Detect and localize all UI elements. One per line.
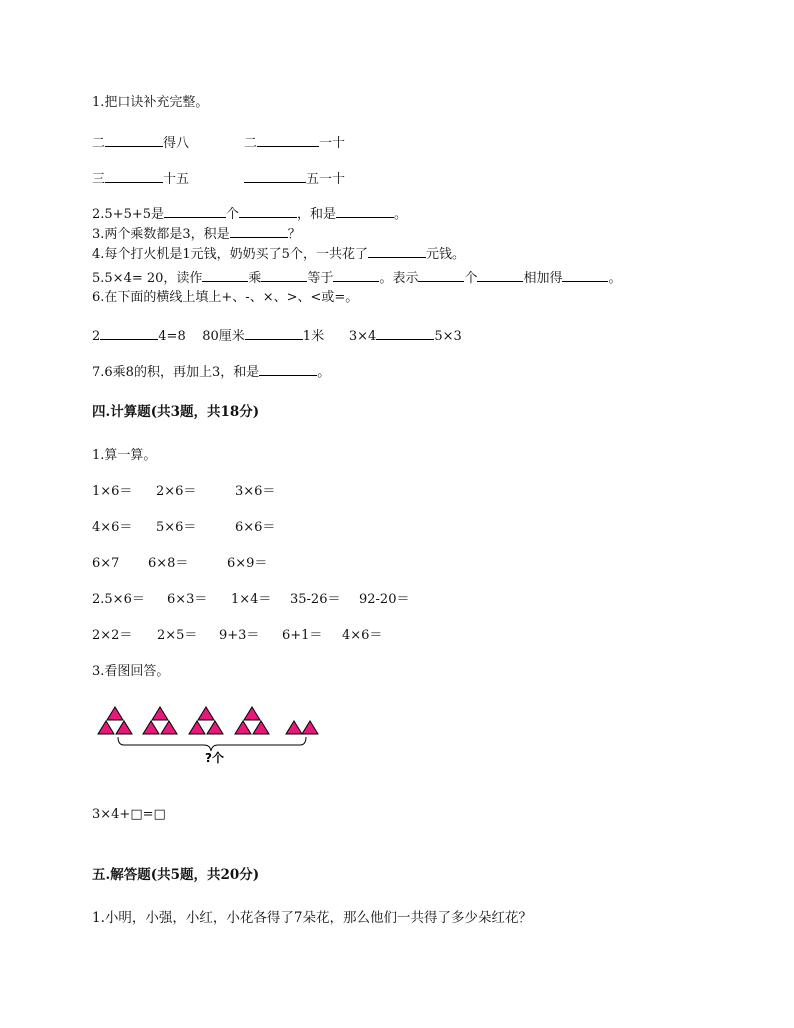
q5-pre: 5.5×4= 20，读作 (92, 271, 203, 286)
calc-item: 2×5＝ (157, 628, 198, 643)
q3b-title: 3.看图回答。 (92, 664, 170, 679)
q4-pre: 4.每个打火机是1元钱，奶奶买了5个，一共花了 (92, 247, 368, 262)
q5-1-text: 1.小明，小强，小红，小花各得了7朵花，那么他们一共得了多少朵红花？ (92, 910, 532, 926)
q1-r1a-pre: 二 (92, 136, 106, 151)
q1-r1a-post: 得八 (163, 136, 190, 151)
calc-item: 6×9＝ (227, 556, 268, 571)
calc-item: 35-26＝ (290, 592, 341, 607)
q1-r2a-pre: 三 (92, 172, 106, 187)
q6-c-post: 5×3 (434, 329, 462, 344)
q1-r1b-pre: 二 (244, 136, 258, 151)
q6-title: 6.在下面的横线上填上+、-、×、>、<或=。 (92, 290, 359, 305)
triangle-1 (107, 707, 123, 720)
q4-end: 元钱。 (425, 247, 465, 262)
calc-title: 1.算一算。 (92, 448, 157, 463)
calc-item: 3×6＝ (235, 484, 276, 499)
calc-item: 6+1＝ (282, 628, 323, 643)
triangle-8 (189, 721, 205, 734)
calc-item: 6×7 (92, 556, 120, 571)
q5-t2: 等于 (307, 271, 334, 286)
q1-r2b-post: 五一十 (306, 172, 346, 187)
calc-item: 1×4＝ (231, 592, 272, 607)
q7-pre: 7.6乘8的积，再加上3，和是 (92, 365, 260, 380)
q1-title: 1.把口诀补充完整。 (92, 95, 209, 110)
calc-item: 92-20＝ (359, 592, 410, 607)
q5-t4: 个 (464, 271, 478, 286)
q3b-equation: 3×4+□=□ (92, 807, 166, 822)
section5-heading: 五.解答题(共5题，共20分) (92, 867, 260, 883)
q7-end: 。 (317, 365, 331, 380)
q6-a-pre: 2 (92, 329, 101, 344)
calc-item: 6×8＝ (148, 556, 189, 571)
triangle-7 (198, 707, 214, 720)
q2-end: 。 (394, 207, 408, 222)
triangle-6 (161, 721, 177, 734)
section4-heading: 四.计算题(共3题，共18分) (92, 404, 260, 420)
triangle-2 (98, 721, 114, 734)
triangle-5 (143, 721, 159, 734)
q3-end: ？ (287, 227, 301, 242)
q1-r2a-post: 十五 (163, 172, 190, 187)
q2-mid1: 个 (226, 207, 240, 222)
q5-t5: 相加得 (523, 271, 563, 286)
brace (118, 737, 306, 751)
calc-item: 1×6＝ (92, 484, 133, 499)
calc-item: 4×6＝ (342, 628, 383, 643)
triangle-4 (152, 707, 168, 720)
calc-item: 9+3＝ (219, 628, 260, 643)
calc-item: 4×6＝ (92, 520, 133, 535)
q5-t1: 乘 (248, 271, 262, 286)
triangle-3 (116, 721, 132, 734)
q6-b-pre: 80厘米 (202, 329, 245, 344)
q5-end: 。 (608, 271, 622, 286)
triangle-13 (286, 721, 302, 734)
calc-item: 6×3＝ (167, 592, 208, 607)
calc-item: 2.5×6＝ (92, 592, 145, 607)
q5-t3: 。表示 (379, 271, 419, 286)
triangle-14 (302, 721, 318, 734)
q6-a-post: 4=8 (158, 329, 186, 344)
calc-item: 2×6＝ (156, 484, 197, 499)
triangle-10 (244, 707, 260, 720)
triangle-groups (98, 707, 318, 734)
q1-r1b-post: 一十 (319, 136, 346, 151)
q3-pre: 3.两个乘数都是3，积是 (92, 227, 230, 242)
calc-item: 6×6＝ (235, 520, 276, 535)
brace-label: ?个 (205, 751, 224, 765)
triangle-11 (235, 721, 251, 734)
q6-b-post: 1米 (302, 329, 325, 344)
triangle-9 (207, 721, 223, 734)
q6-c-pre: 3×4 (348, 329, 377, 344)
calc-item: 5×6＝ (156, 520, 197, 535)
calc-item: 2×2＝ (92, 628, 133, 643)
q2-pre: 2.5+5+5是 (92, 207, 165, 222)
q2-mid2: ，和是 (297, 207, 337, 222)
triangle-12 (253, 721, 269, 734)
